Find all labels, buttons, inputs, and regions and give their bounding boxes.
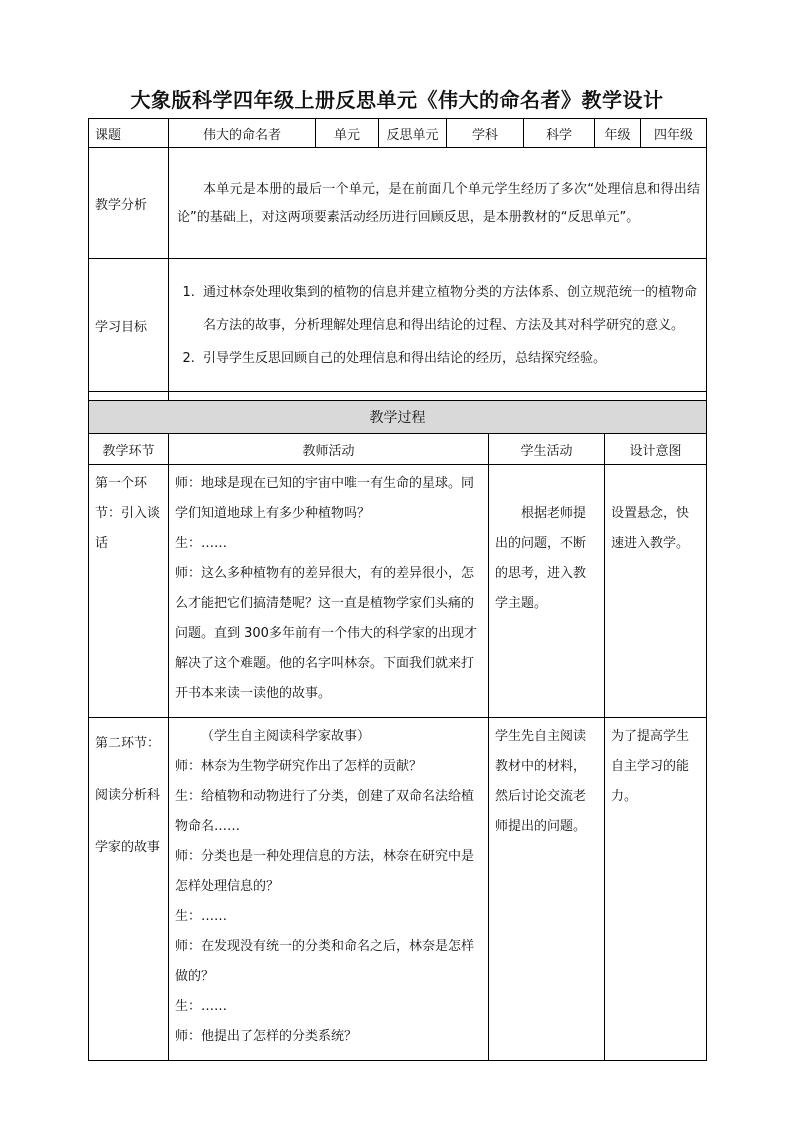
design-intent-2: 为了提高学生自主学习的能力。 <box>605 718 707 1061</box>
unit-label: 单元 <box>316 119 379 148</box>
header-stage: 教学环节 <box>89 434 169 465</box>
teacher-line: 师：这么多种植物有的差异很大，有的差异很小，怎么才能把它们搞清楚呢？这一直是植物学家们头痛的问题。直到 300多年前有一个伟大的科学家的出现才解决了这个难题。他的名字叫林奈。下面我们就来打开书本来读一读他的故事。 <box>175 566 477 701</box>
teacher-line: （学生自主阅读科学家故事） <box>201 729 371 744</box>
grade-label: 年级 <box>595 119 641 148</box>
teacher-activity-1 <box>169 465 489 718</box>
teaching-process-table <box>88 400 707 1061</box>
teacher-line: 师：他提出了怎样的分类系统？ <box>175 1029 358 1044</box>
goal-item-2: 2. 引导学生反思回顾自己的处理信息和得出结论的经历，总结探究经验。 <box>199 342 698 375</box>
teacher-line: 生：给植物和动物进行了分类，创建了双命名法给植物命名…… <box>175 789 475 834</box>
subject-label: 学科 <box>447 119 524 148</box>
design-intent-1: 设置悬念，快速进入教学。 <box>605 465 707 718</box>
teacher-line: 师：分类也是一种处理信息的方法，林奈在研究中是怎样处理信息的？ <box>175 849 475 894</box>
process-row-1 <box>89 465 707 718</box>
header-intent: 设计意图 <box>605 434 707 465</box>
document-title: 大象版科学四年级上册反思单元《伟大的命名者》教学设计 <box>130 88 664 112</box>
info-row <box>89 119 707 148</box>
analysis-text: 本单元是本册的最后一个单元，是在前面几个单元学生经历了多次“处理信息和得出结论”的基础上，对这两项要素活动经历进行回顾反思，是本册教材的“反思单元”。 <box>169 148 707 259</box>
unit-value: 反思单元 <box>379 119 447 148</box>
grade-value: 四年级 <box>641 119 707 148</box>
process-title: 教学过程 <box>89 401 707 434</box>
goal-item-1: 1. 通过林奈处理收集到的植物的信息并建立植物分类的方法体系、创立规范统一的植物命名方法的故事，分析理解处理信息和得出结论的过程、方法及其对科学研究的意义。 <box>199 276 698 342</box>
teacher-line: 生：…… <box>175 909 228 924</box>
teacher-line: 师：林奈为生物学研究作出了怎样的贡献？ <box>175 759 423 774</box>
goals-label: 学习目标 <box>89 259 169 392</box>
stage-1: 第一个环节：引入谈话 <box>89 465 169 718</box>
goals-list <box>169 270 706 381</box>
header-teacher: 教师活动 <box>169 434 489 465</box>
process-row-2 <box>89 718 707 1061</box>
topic-value: 伟大的命名者 <box>169 119 316 148</box>
teacher-line: 生：…… <box>175 536 228 551</box>
lesson-info-table <box>88 118 707 421</box>
subject-value: 科学 <box>524 119 595 148</box>
topic-label: 课题 <box>89 119 169 148</box>
student-activity-2: 学生先自主阅读教材中的材料，然后讨论交流老师提出的问题。 <box>489 718 605 1061</box>
goals-row <box>89 259 707 392</box>
analysis-label: 教学分析 <box>89 148 169 259</box>
header-student: 学生活动 <box>489 434 605 465</box>
analysis-row <box>89 148 707 259</box>
teacher-activity-2 <box>169 718 489 1061</box>
teacher-line: 师：在发现没有统一的分类和命名之后，林奈是怎样做的？ <box>175 939 475 984</box>
process-header-row <box>89 434 707 465</box>
teacher-line: 生：…… <box>175 999 228 1014</box>
teacher-line: 师：地球是现在已知的宇宙中唯一有生命的星球。同学们知道地球上有多少种植物吗？ <box>175 476 475 521</box>
goals-cell <box>169 259 707 392</box>
stage-2: 第二环节：阅读分析科学家的故事 <box>89 718 169 1061</box>
student-activity-1: 根据老师提出的问题，不断的思考，进入教学主题。 <box>489 465 605 718</box>
